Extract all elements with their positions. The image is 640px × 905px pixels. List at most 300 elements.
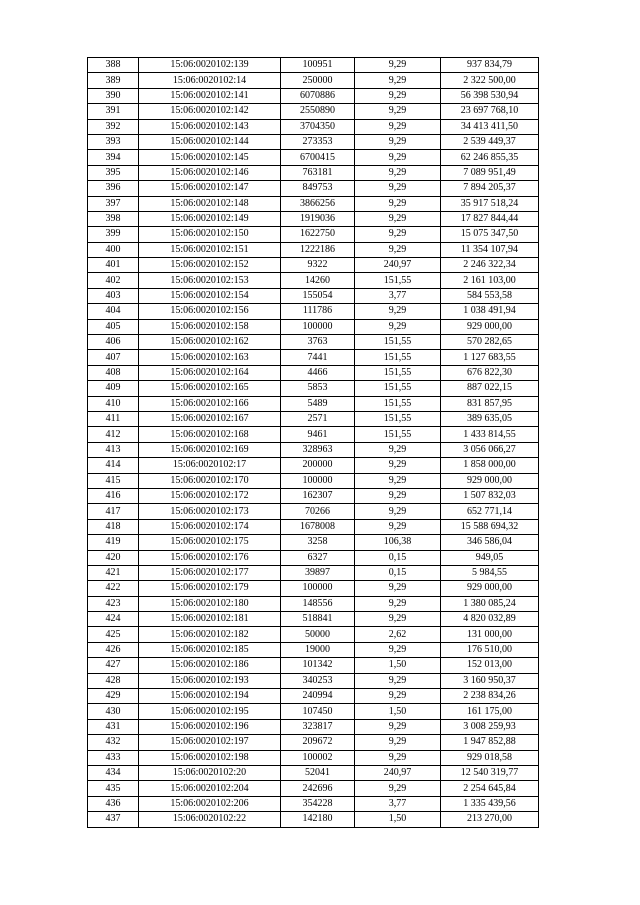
table-row (88, 119, 539, 134)
area-cell: 323817 (281, 719, 355, 734)
rate-cell: 9,29 (355, 442, 441, 457)
rate-cell: 9,29 (355, 596, 441, 611)
table-row (88, 304, 539, 319)
rate-cell: 9,29 (355, 581, 441, 596)
table-row (88, 181, 539, 196)
row-number-cell: 405 (88, 319, 139, 334)
row-number-cell: 415 (88, 473, 139, 488)
rate-cell: 3,77 (355, 796, 441, 811)
table-row (88, 596, 539, 611)
row-number-cell: 400 (88, 242, 139, 257)
row-number-cell: 434 (88, 765, 139, 780)
row-number-cell: 391 (88, 104, 139, 119)
area-cell: 6700415 (281, 150, 355, 165)
area-cell: 250000 (281, 73, 355, 88)
rate-cell: 240,97 (355, 258, 441, 273)
cadastral-number-cell: 15:06:0020102:152 (139, 258, 281, 273)
rate-cell: 2,62 (355, 627, 441, 642)
area-cell: 6327 (281, 550, 355, 565)
row-number-cell: 397 (88, 196, 139, 211)
cadastral-number-cell: 15:06:0020102:146 (139, 165, 281, 180)
table-row (88, 365, 539, 380)
table-row (88, 458, 539, 473)
rate-cell: 9,29 (355, 504, 441, 519)
area-cell: 7441 (281, 350, 355, 365)
row-number-cell: 396 (88, 181, 139, 196)
cadastral-number-cell: 15:06:0020102:145 (139, 150, 281, 165)
value-cell: 5 984,55 (441, 565, 539, 580)
area-cell: 3866256 (281, 196, 355, 211)
table-row (88, 196, 539, 211)
area-cell: 1678008 (281, 519, 355, 534)
row-number-cell: 408 (88, 365, 139, 380)
table-row (88, 58, 539, 73)
rate-cell: 151,55 (355, 427, 441, 442)
table-row (88, 350, 539, 365)
cadastral-number-cell: 15:06:0020102:197 (139, 735, 281, 750)
value-cell: 2 539 449,37 (441, 134, 539, 149)
area-cell: 14260 (281, 273, 355, 288)
rate-cell: 9,29 (355, 673, 441, 688)
area-cell: 5853 (281, 381, 355, 396)
row-number-cell: 424 (88, 612, 139, 627)
table-row (88, 735, 539, 750)
row-number-cell: 410 (88, 396, 139, 411)
table-row (88, 704, 539, 719)
cadastral-number-cell: 15:06:0020102:156 (139, 304, 281, 319)
value-cell: 213 270,00 (441, 812, 539, 827)
value-cell: 3 160 950,37 (441, 673, 539, 688)
rate-cell: 240,97 (355, 765, 441, 780)
value-cell: 62 246 855,35 (441, 150, 539, 165)
rate-cell: 151,55 (355, 411, 441, 426)
row-number-cell: 420 (88, 550, 139, 565)
rate-cell: 9,29 (355, 719, 441, 734)
table-row (88, 765, 539, 780)
area-cell: 1622750 (281, 227, 355, 242)
row-number-cell: 388 (88, 58, 139, 73)
row-number-cell: 395 (88, 165, 139, 180)
cadastral-number-cell: 15:06:0020102:195 (139, 704, 281, 719)
row-number-cell: 414 (88, 458, 139, 473)
cadastral-value-table (87, 57, 539, 828)
area-cell: 6070886 (281, 88, 355, 103)
cadastral-number-cell: 15:06:0020102:163 (139, 350, 281, 365)
cadastral-number-cell: 15:06:0020102:176 (139, 550, 281, 565)
value-cell: 1 335 439,56 (441, 796, 539, 811)
table-row (88, 165, 539, 180)
value-cell: 161 175,00 (441, 704, 539, 719)
value-cell: 1 127 683,55 (441, 350, 539, 365)
row-number-cell: 407 (88, 350, 139, 365)
value-cell: 937 834,79 (441, 58, 539, 73)
area-cell: 4466 (281, 365, 355, 380)
area-cell: 340253 (281, 673, 355, 688)
rate-cell: 9,29 (355, 58, 441, 73)
table-row (88, 258, 539, 273)
cadastral-number-cell: 15:06:0020102:158 (139, 319, 281, 334)
value-cell: 346 586,04 (441, 535, 539, 550)
area-cell: 1222186 (281, 242, 355, 257)
rate-cell: 9,29 (355, 488, 441, 503)
table-row (88, 288, 539, 303)
row-number-cell: 413 (88, 442, 139, 457)
value-cell: 584 553,58 (441, 288, 539, 303)
value-cell: 1 507 832,03 (441, 488, 539, 503)
rate-cell: 9,29 (355, 735, 441, 750)
area-cell: 100002 (281, 750, 355, 765)
row-number-cell: 428 (88, 673, 139, 688)
row-number-cell: 431 (88, 719, 139, 734)
value-cell: 831 857,95 (441, 396, 539, 411)
table-row (88, 473, 539, 488)
area-cell: 200000 (281, 458, 355, 473)
table-row (88, 227, 539, 242)
table-row (88, 535, 539, 550)
rate-cell: 9,29 (355, 165, 441, 180)
value-cell: 1 947 852,88 (441, 735, 539, 750)
table-row (88, 442, 539, 457)
table-row (88, 273, 539, 288)
value-cell: 2 238 834,26 (441, 689, 539, 704)
cadastral-number-cell: 15:06:0020102:151 (139, 242, 281, 257)
area-cell: 162307 (281, 488, 355, 503)
rate-cell: 0,15 (355, 565, 441, 580)
value-cell: 389 635,05 (441, 411, 539, 426)
table-row (88, 565, 539, 580)
rate-cell: 9,29 (355, 211, 441, 226)
value-cell: 131 000,00 (441, 627, 539, 642)
rate-cell: 9,29 (355, 642, 441, 657)
value-cell: 1 858 000,00 (441, 458, 539, 473)
table-row (88, 396, 539, 411)
row-number-cell: 436 (88, 796, 139, 811)
value-cell: 4 820 032,89 (441, 612, 539, 627)
table-row (88, 242, 539, 257)
value-cell: 7 089 951,49 (441, 165, 539, 180)
table-body (88, 58, 539, 828)
area-cell: 50000 (281, 627, 355, 642)
cadastral-number-cell: 15:06:0020102:206 (139, 796, 281, 811)
table-row (88, 73, 539, 88)
table-row (88, 719, 539, 734)
cadastral-number-cell: 15:06:0020102:185 (139, 642, 281, 657)
area-cell: 849753 (281, 181, 355, 196)
cadastral-number-cell: 15:06:0020102:165 (139, 381, 281, 396)
row-number-cell: 419 (88, 535, 139, 550)
value-cell: 2 161 103,00 (441, 273, 539, 288)
cadastral-number-cell: 15:06:0020102:168 (139, 427, 281, 442)
row-number-cell: 416 (88, 488, 139, 503)
row-number-cell: 426 (88, 642, 139, 657)
rate-cell: 9,29 (355, 612, 441, 627)
area-cell: 107450 (281, 704, 355, 719)
rate-cell: 9,29 (355, 227, 441, 242)
cadastral-number-cell: 15:06:0020102:164 (139, 365, 281, 380)
area-cell: 100000 (281, 319, 355, 334)
rate-cell: 9,29 (355, 150, 441, 165)
rate-cell: 9,29 (355, 519, 441, 534)
table-row (88, 504, 539, 519)
value-cell: 2 322 500,00 (441, 73, 539, 88)
row-number-cell: 390 (88, 88, 139, 103)
cadastral-number-cell: 15:06:0020102:172 (139, 488, 281, 503)
area-cell: 19000 (281, 642, 355, 657)
area-cell: 2550890 (281, 104, 355, 119)
value-cell: 15 075 347,50 (441, 227, 539, 242)
row-number-cell: 411 (88, 411, 139, 426)
cadastral-number-cell: 15:06:0020102:194 (139, 689, 281, 704)
table-row (88, 750, 539, 765)
cadastral-number-cell: 15:06:0020102:150 (139, 227, 281, 242)
table-row (88, 658, 539, 673)
value-cell: 1 433 814,55 (441, 427, 539, 442)
cadastral-number-cell: 15:06:0020102:177 (139, 565, 281, 580)
table-row (88, 211, 539, 226)
value-cell: 17 827 844,44 (441, 211, 539, 226)
cadastral-number-cell: 15:06:0020102:170 (139, 473, 281, 488)
value-cell: 23 697 768,10 (441, 104, 539, 119)
row-number-cell: 401 (88, 258, 139, 273)
cadastral-number-cell: 15:06:0020102:14 (139, 73, 281, 88)
table-row (88, 150, 539, 165)
cadastral-number-cell: 15:06:0020102:204 (139, 781, 281, 796)
row-number-cell: 402 (88, 273, 139, 288)
row-number-cell: 422 (88, 581, 139, 596)
rate-cell: 9,29 (355, 781, 441, 796)
value-cell: 35 917 518,24 (441, 196, 539, 211)
table-row (88, 550, 539, 565)
rate-cell: 151,55 (355, 350, 441, 365)
cadastral-number-cell: 15:06:0020102:175 (139, 535, 281, 550)
area-cell: 5489 (281, 396, 355, 411)
cadastral-number-cell: 15:06:0020102:142 (139, 104, 281, 119)
cadastral-number-cell: 15:06:0020102:180 (139, 596, 281, 611)
cadastral-number-cell: 15:06:0020102:173 (139, 504, 281, 519)
area-cell: 763181 (281, 165, 355, 180)
area-cell: 111786 (281, 304, 355, 319)
area-cell: 3704350 (281, 119, 355, 134)
table-row (88, 104, 539, 119)
rate-cell: 1,50 (355, 812, 441, 827)
value-cell: 56 398 530,94 (441, 88, 539, 103)
cadastral-number-cell: 15:06:0020102:196 (139, 719, 281, 734)
cadastral-number-cell: 15:06:0020102:162 (139, 335, 281, 350)
table-row (88, 689, 539, 704)
rate-cell: 9,29 (355, 104, 441, 119)
rate-cell: 151,55 (355, 381, 441, 396)
value-cell: 652 771,14 (441, 504, 539, 519)
area-cell: 518841 (281, 612, 355, 627)
rate-cell: 9,29 (355, 473, 441, 488)
value-cell: 570 282,65 (441, 335, 539, 350)
cadastral-number-cell: 15:06:0020102:166 (139, 396, 281, 411)
table-row (88, 812, 539, 827)
cadastral-number-cell: 15:06:0020102:17 (139, 458, 281, 473)
value-cell: 676 822,30 (441, 365, 539, 380)
table-row (88, 427, 539, 442)
table-row (88, 781, 539, 796)
rate-cell: 151,55 (355, 273, 441, 288)
rate-cell: 9,29 (355, 181, 441, 196)
area-cell: 9461 (281, 427, 355, 442)
cadastral-number-cell: 15:06:0020102:144 (139, 134, 281, 149)
cadastral-number-cell: 15:06:0020102:143 (139, 119, 281, 134)
row-number-cell: 394 (88, 150, 139, 165)
rate-cell: 9,29 (355, 88, 441, 103)
rate-cell: 9,29 (355, 242, 441, 257)
cadastral-number-cell: 15:06:0020102:139 (139, 58, 281, 73)
cadastral-number-cell: 15:06:0020102:153 (139, 273, 281, 288)
rate-cell: 9,29 (355, 196, 441, 211)
area-cell: 52041 (281, 765, 355, 780)
row-number-cell: 437 (88, 812, 139, 827)
table-row (88, 411, 539, 426)
cadastral-number-cell: 15:06:0020102:141 (139, 88, 281, 103)
value-cell: 1 380 085,24 (441, 596, 539, 611)
table-row (88, 627, 539, 642)
area-cell: 209672 (281, 735, 355, 750)
table-row (88, 134, 539, 149)
row-number-cell: 393 (88, 134, 139, 149)
table-row (88, 88, 539, 103)
row-number-cell: 435 (88, 781, 139, 796)
row-number-cell: 429 (88, 689, 139, 704)
value-cell: 34 413 411,50 (441, 119, 539, 134)
value-cell: 7 894 205,37 (441, 181, 539, 196)
value-cell: 929 018,58 (441, 750, 539, 765)
row-number-cell: 392 (88, 119, 139, 134)
rate-cell: 9,29 (355, 750, 441, 765)
row-number-cell: 412 (88, 427, 139, 442)
rate-cell: 9,29 (355, 689, 441, 704)
row-number-cell: 417 (88, 504, 139, 519)
rate-cell: 9,29 (355, 304, 441, 319)
cadastral-number-cell: 15:06:0020102:182 (139, 627, 281, 642)
rate-cell: 151,55 (355, 396, 441, 411)
rate-cell: 9,29 (355, 134, 441, 149)
value-cell: 3 008 259,93 (441, 719, 539, 734)
area-cell: 148556 (281, 596, 355, 611)
row-number-cell: 404 (88, 304, 139, 319)
row-number-cell: 403 (88, 288, 139, 303)
cadastral-number-cell: 15:06:0020102:181 (139, 612, 281, 627)
cadastral-number-cell: 15:06:0020102:20 (139, 765, 281, 780)
table-row (88, 642, 539, 657)
rate-cell: 1,50 (355, 704, 441, 719)
area-cell: 354228 (281, 796, 355, 811)
row-number-cell: 423 (88, 596, 139, 611)
cadastral-number-cell: 15:06:0020102:148 (139, 196, 281, 211)
area-cell: 100000 (281, 581, 355, 596)
area-cell: 3763 (281, 335, 355, 350)
row-number-cell: 389 (88, 73, 139, 88)
area-cell: 2571 (281, 411, 355, 426)
row-number-cell: 430 (88, 704, 139, 719)
area-cell: 328963 (281, 442, 355, 457)
area-cell: 1919036 (281, 211, 355, 226)
cadastral-number-cell: 15:06:0020102:169 (139, 442, 281, 457)
table-row (88, 796, 539, 811)
area-cell: 3258 (281, 535, 355, 550)
cadastral-number-cell: 15:06:0020102:149 (139, 211, 281, 226)
value-cell: 929 000,00 (441, 581, 539, 596)
table-row (88, 381, 539, 396)
row-number-cell: 418 (88, 519, 139, 534)
row-number-cell: 433 (88, 750, 139, 765)
cadastral-number-cell: 15:06:0020102:186 (139, 658, 281, 673)
row-number-cell: 425 (88, 627, 139, 642)
area-cell: 100951 (281, 58, 355, 73)
rate-cell: 9,29 (355, 119, 441, 134)
rate-cell: 1,50 (355, 658, 441, 673)
area-cell: 240994 (281, 689, 355, 704)
rate-cell: 151,55 (355, 365, 441, 380)
value-cell: 2 246 322,34 (441, 258, 539, 273)
row-number-cell: 399 (88, 227, 139, 242)
value-cell: 152 013,00 (441, 658, 539, 673)
value-cell: 12 540 319,77 (441, 765, 539, 780)
area-cell: 70266 (281, 504, 355, 519)
area-cell: 142180 (281, 812, 355, 827)
table-row (88, 319, 539, 334)
rate-cell: 9,29 (355, 319, 441, 334)
table-row (88, 581, 539, 596)
area-cell: 273353 (281, 134, 355, 149)
table-row (88, 612, 539, 627)
value-cell: 15 588 694,32 (441, 519, 539, 534)
area-cell: 9322 (281, 258, 355, 273)
value-cell: 929 000,00 (441, 473, 539, 488)
row-number-cell: 398 (88, 211, 139, 226)
area-cell: 242696 (281, 781, 355, 796)
rate-cell: 3,77 (355, 288, 441, 303)
value-cell: 11 354 107,94 (441, 242, 539, 257)
cadastral-number-cell: 15:06:0020102:154 (139, 288, 281, 303)
table-row (88, 335, 539, 350)
area-cell: 155054 (281, 288, 355, 303)
value-cell: 1 038 491,94 (441, 304, 539, 319)
row-number-cell: 406 (88, 335, 139, 350)
cadastral-number-cell: 15:06:0020102:147 (139, 181, 281, 196)
value-cell: 949,05 (441, 550, 539, 565)
value-cell: 3 056 066,27 (441, 442, 539, 457)
cadastral-number-cell: 15:06:0020102:179 (139, 581, 281, 596)
table-row (88, 673, 539, 688)
rate-cell: 9,29 (355, 458, 441, 473)
table-row (88, 519, 539, 534)
rate-cell: 0,15 (355, 550, 441, 565)
table-row (88, 488, 539, 503)
cadastral-number-cell: 15:06:0020102:193 (139, 673, 281, 688)
row-number-cell: 421 (88, 565, 139, 580)
rate-cell: 9,29 (355, 73, 441, 88)
rate-cell: 106,38 (355, 535, 441, 550)
value-cell: 176 510,00 (441, 642, 539, 657)
area-cell: 101342 (281, 658, 355, 673)
area-cell: 39897 (281, 565, 355, 580)
value-cell: 929 000,00 (441, 319, 539, 334)
cadastral-number-cell: 15:06:0020102:174 (139, 519, 281, 534)
cadastral-number-cell: 15:06:0020102:198 (139, 750, 281, 765)
cadastral-number-cell: 15:06:0020102:22 (139, 812, 281, 827)
area-cell: 100000 (281, 473, 355, 488)
rate-cell: 151,55 (355, 335, 441, 350)
row-number-cell: 427 (88, 658, 139, 673)
value-cell: 2 254 645,84 (441, 781, 539, 796)
row-number-cell: 409 (88, 381, 139, 396)
cadastral-number-cell: 15:06:0020102:167 (139, 411, 281, 426)
